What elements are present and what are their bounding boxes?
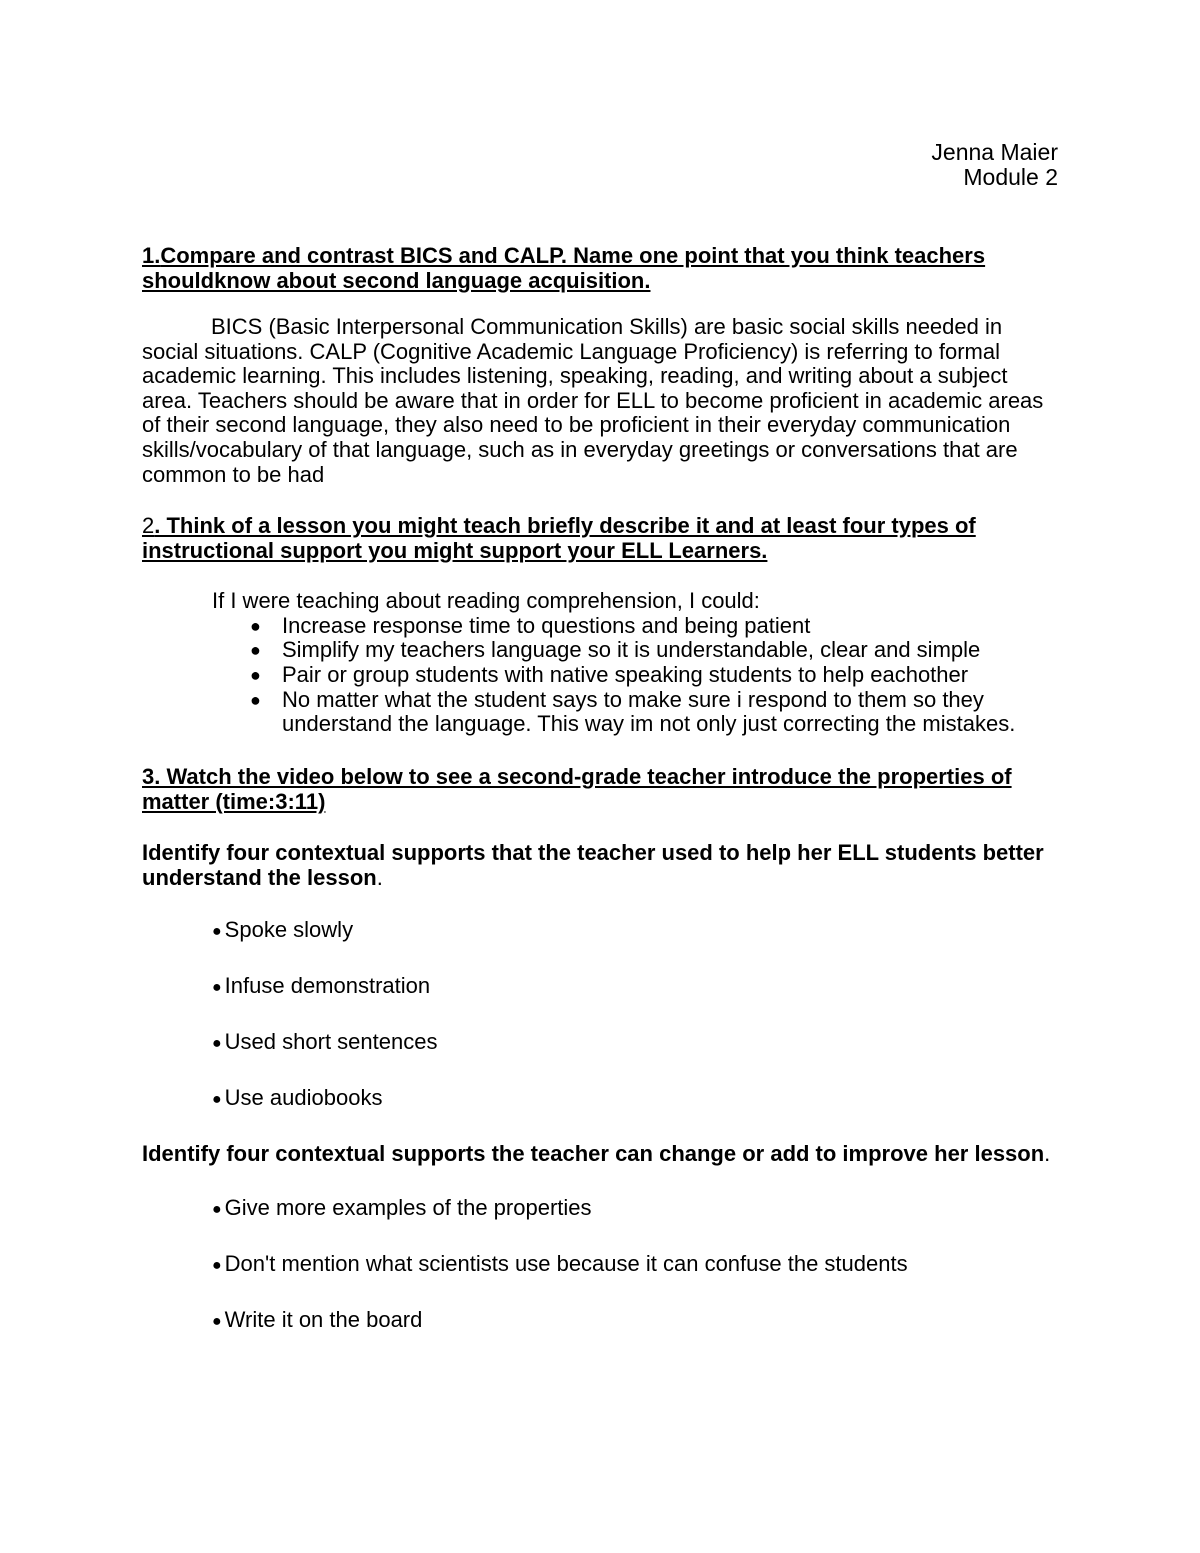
bullet-icon: ● [250,640,261,661]
question-3-heading: 3. Watch the video below to see a second-grade teacher introduce the properties of matter (time:3:11) [142,763,1012,814]
list-item: ● Simplify my teachers language so it is understandable, clear and simple [250,637,981,663]
list-item: ● Don't mention what scientists use because it can confuse the students [212,1250,908,1276]
list-item: ● Increase response time to questions and being patient [250,612,811,638]
list-item: ● Spoke slowly [212,916,354,942]
question-3-sub-1-list [142,917,1062,1112]
bullet-icon: ● [250,615,261,636]
question-3-sub-2: Identify four contextual supports the teacher can change or add to improve her lesson. [142,1140,1051,1166]
question-1-answer: BICS (Basic Interpersonal Communication Skills) are basic social skills needed in social situations. CALP (Cognitive Academic Language Proficiency) is referring to formal academic learning. This includes listening, speaking, reading, and writing about a subject area. Teachers should be aware that in order for ELL to become proficient in academic areas of their second language, they also need to be proficient in their everyday communication skills/vocabulary of that language, such as in everyday greetings or conversations that are common to be had [142,314,1044,487]
author-name: Jenna Maier [931,139,1058,165]
question-2-text: . Think of a lesson you might teach briefly describe it and at least four types of instructional support you might support your ELL Learners. [142,513,976,564]
bullet-icon: ● [212,1200,222,1218]
bullet-icon: ● [212,978,222,996]
question-3-sub-2-list [142,1195,1062,1334]
list-item: ● Infuse demonstration [212,972,431,998]
document-body [142,243,1062,1334]
question-1-heading [142,243,1062,293]
bullet-icon: ● [212,1256,222,1274]
bullet-icon: ● [250,664,261,685]
module-label: Module 2 [963,164,1058,190]
list-item: ● Write it on the board [212,1306,423,1332]
bullet-icon: ● [212,1312,222,1330]
bullet-icon: ● [250,689,261,710]
list-item: ● Used short sentences [212,1028,438,1054]
question-2-number: 2 [142,513,155,539]
list-item: ● Use audiobooks [212,1084,383,1110]
list-item: ● No matter what the student says to make sure i respond to them so they understand the language. This way im not only just correcting the mistakes. [250,686,1016,737]
question-3-sub-1: Identify four contextual supports that the teacher used to help her ELL students better understand the lesson. [142,839,1044,890]
question-2-list [142,614,1062,737]
question-1-text: Compare and contrast BICS and CALP. Name one point that you think teachers shouldknow about second language acquisition. [142,243,986,293]
bullet-icon: ● [212,922,222,940]
bullet-icon: ● [212,1034,222,1052]
question-2-heading [142,513,1062,563]
document-header [931,140,1058,190]
list-item: ● Pair or group students with native speaking students to help eachother [250,661,969,687]
bullet-icon: ● [212,1090,222,1108]
list-item: ● Give more examples of the properties [212,1194,592,1220]
question-2-intro: If I were teaching about reading comprehension, I could: [212,588,760,614]
question-1-number: 1. [142,243,161,268]
